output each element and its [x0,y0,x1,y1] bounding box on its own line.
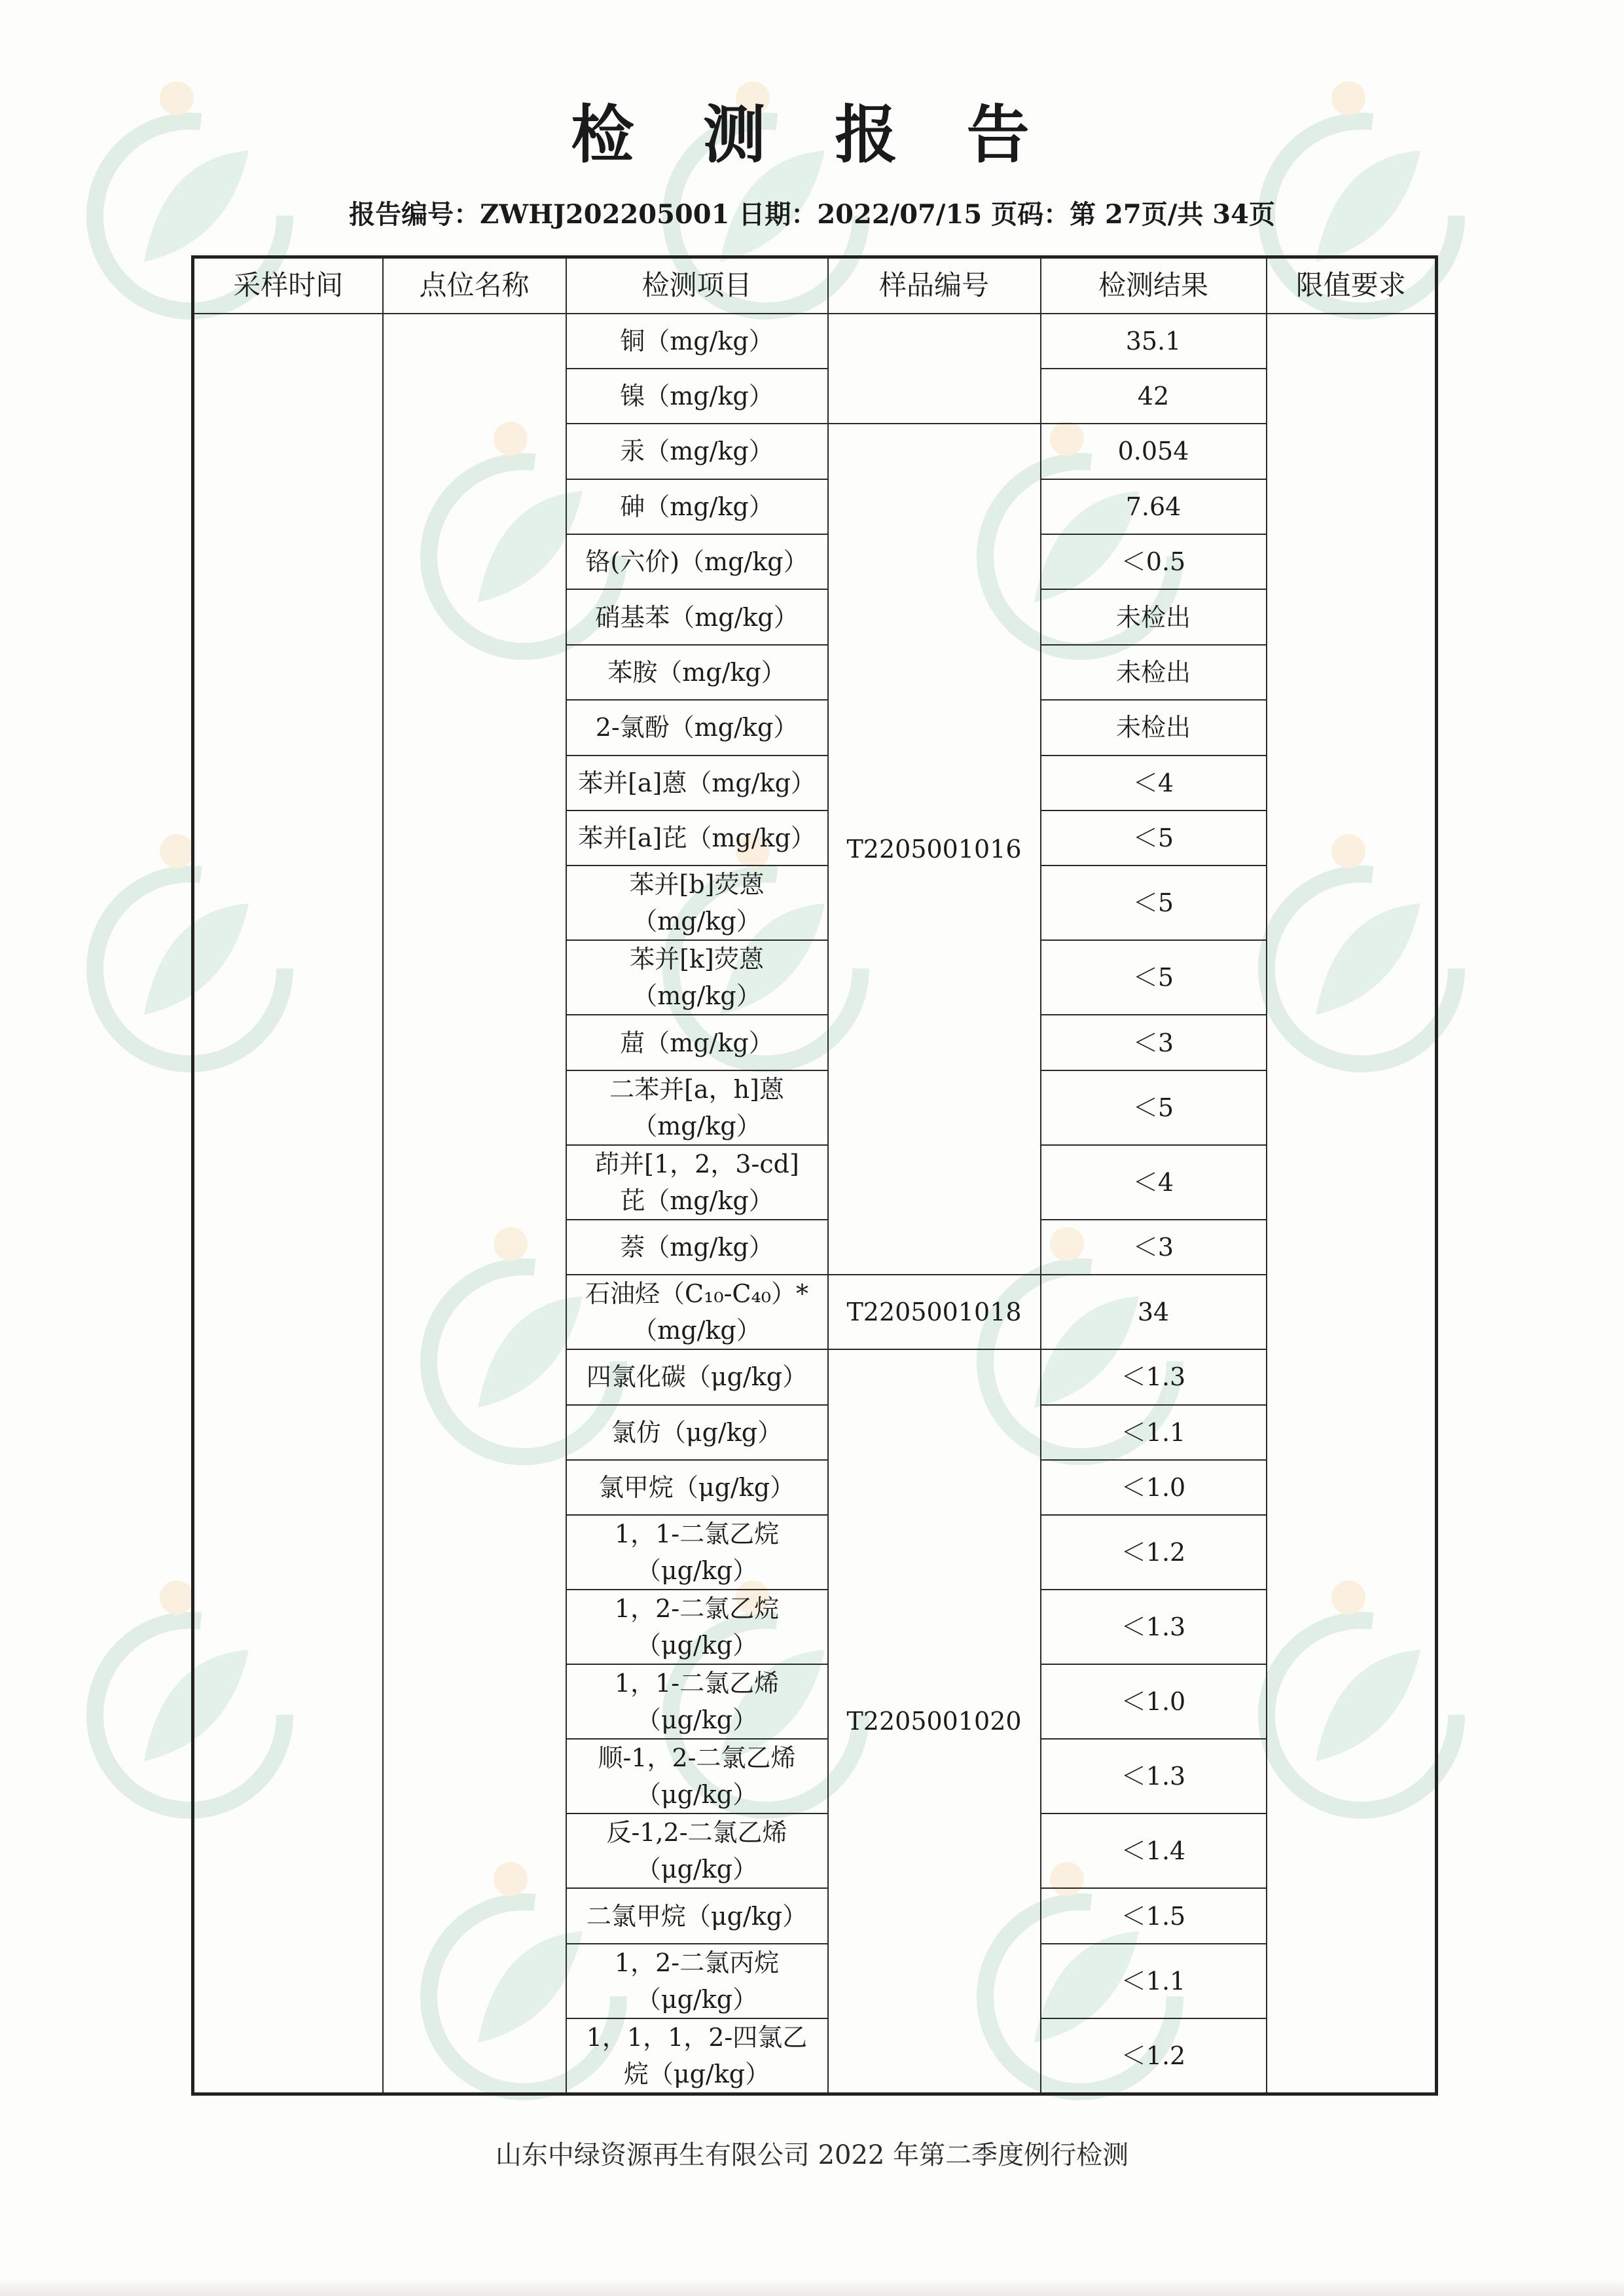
test-item-cell: 苯并[b]荧蒽 （mg/kg） [566,866,828,940]
test-item-cell: 铬(六价)（mg/kg） [566,534,828,589]
test-item-cell: 氯甲烷（μg/kg） [566,1460,828,1515]
test-item-cell: 汞（mg/kg） [566,424,828,479]
result-cell: 未检出 [1041,700,1267,755]
result-cell: 未检出 [1041,645,1267,700]
test-item-cell: 二氯甲烷（μg/kg） [566,1888,828,1943]
result-cell: ＜1.4 [1041,1813,1267,1888]
test-item-cell: 镍（mg/kg） [566,369,828,424]
result-cell: ＜1.3 [1041,1590,1267,1664]
result-cell: ＜1.0 [1041,1460,1267,1515]
test-item-cell: 铜（mg/kg） [566,314,828,369]
result-cell: ＜1.3 [1041,1349,1267,1404]
test-item-cell: 1，2-二氯丙烷 （μg/kg） [566,1944,828,2018]
test-item-cell: 石油烃（C₁₀-C₄₀）* （mg/kg） [566,1275,828,1349]
result-cell: ＜5 [1041,940,1267,1015]
test-item-cell: 氯仿（μg/kg） [566,1405,828,1460]
test-item-cell: 顺-1，2-二氯乙烯 （μg/kg） [566,1739,828,1813]
test-item-cell: 苯胺（mg/kg） [566,645,828,700]
column-header: 检测结果 [1041,257,1267,314]
test-item-cell: 苯并[a]芘（mg/kg） [566,811,828,866]
column-header: 限值要求 [1267,257,1437,314]
table-header-row [193,257,1437,314]
result-cell: 42 [1041,369,1267,424]
table-body [193,314,1437,2094]
test-item-cell: 二苯并[a，h]蒽 （mg/kg） [566,1070,828,1145]
result-cell: ＜1.2 [1041,1515,1267,1590]
test-item-cell: 1，1-二氯乙烷 （μg/kg） [566,1515,828,1590]
test-item-cell: 1，1，1，2-四氯乙 烷（μg/kg） [566,2018,828,2094]
result-cell: ＜1.1 [1041,1405,1267,1460]
footer-text: 山东中绿资源再生有限公司 2022 年第二季度例行检测 [495,2140,1129,2170]
result-cell: 35.1 [1041,314,1267,369]
sample-id-cell [828,314,1041,424]
report-meta: 报告编号：ZWHJ202205001 日期：2022/07/15 页码：第 27页/共 34页 [349,199,1275,230]
result-cell: ＜4 [1041,756,1267,811]
result-cell: ＜0.5 [1041,534,1267,589]
result-cell: ＜1.5 [1041,1888,1267,1943]
result-cell: ＜3 [1041,1220,1267,1275]
location-name-cell [383,314,566,2094]
test-item-cell: 反-1,2-二氯乙烯 （μg/kg） [566,1813,828,1888]
result-cell: 34 [1041,1275,1267,1349]
test-item-cell: 茚并[1，2，3-cd] 芘（mg/kg） [566,1145,828,1220]
result-cell: ＜5 [1041,811,1267,866]
test-item-cell: 1，1-二氯乙烯 （μg/kg） [566,1664,828,1739]
column-header: 检测项目 [566,257,828,314]
page-title: 检 测 报 告 [571,98,1053,172]
test-item-cell: 苯并[k]荧蒽 （mg/kg） [566,940,828,1015]
test-item-cell: 䓛（mg/kg） [566,1015,828,1070]
test-item-cell: 硝基苯（mg/kg） [566,589,828,644]
test-item-cell: 苯并[a]蒽（mg/kg） [566,756,828,811]
sample-id-cell: T2205001018 [828,1275,1041,1349]
result-cell: ＜1.3 [1041,1739,1267,1813]
sampling-time-cell [193,314,383,2094]
test-item-cell: 四氯化碳（μg/kg） [566,1349,828,1404]
result-cell: 未检出 [1041,589,1267,644]
result-cell: 7.64 [1041,479,1267,534]
test-item-cell: 1，2-二氯乙烷 （μg/kg） [566,1590,828,1664]
result-cell: 0.054 [1041,424,1267,479]
test-item-cell: 萘（mg/kg） [566,1220,828,1275]
test-item-cell: 2-氯酚（mg/kg） [566,700,828,755]
result-cell: ＜5 [1041,1070,1267,1145]
result-cell: ＜1.1 [1041,1944,1267,2018]
test-item-cell: 砷（mg/kg） [566,479,828,534]
results-table [191,255,1438,2096]
result-cell: ＜5 [1041,866,1267,940]
result-cell: ＜1.2 [1041,2018,1267,2094]
table-row [193,314,1437,369]
result-cell: ＜4 [1041,1145,1267,1220]
result-cell: ＜1.0 [1041,1664,1267,1739]
scan-edge [0,2278,1624,2296]
sample-id-cell: T2205001016 [828,424,1041,1275]
column-header: 样品编号 [828,257,1041,314]
result-cell: ＜3 [1041,1015,1267,1070]
limit-cell [1267,314,1437,2094]
column-header: 采样时间 [193,257,383,314]
column-header: 点位名称 [383,257,566,314]
sample-id-cell: T2205001020 [828,1349,1041,2094]
